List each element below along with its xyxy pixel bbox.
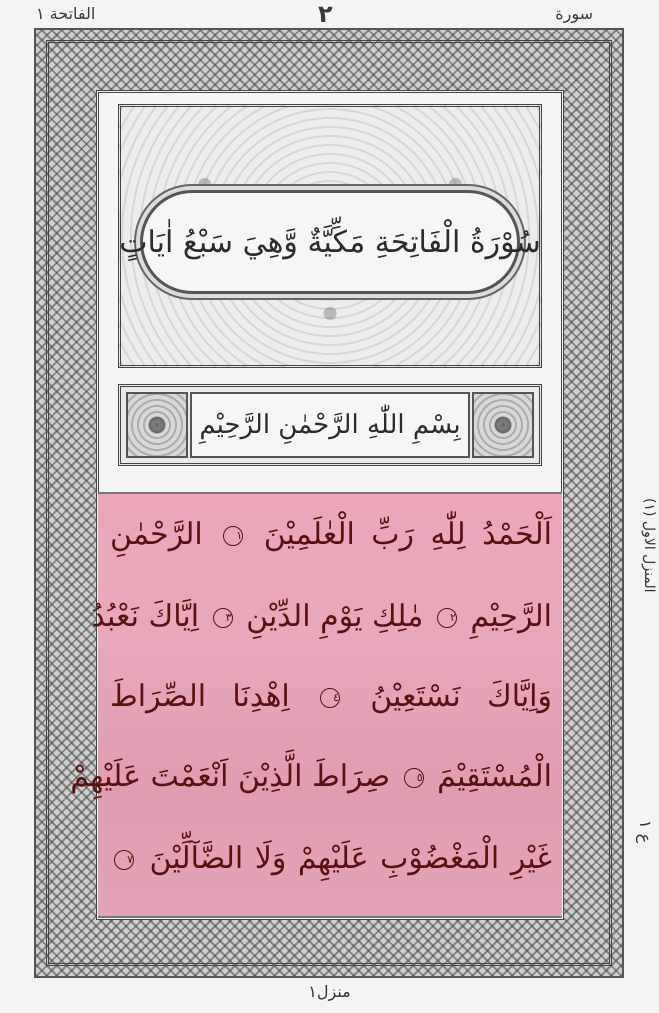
- verse-text: اِيَّاكَ نَعْبُدُ: [91, 599, 200, 634]
- surah-title-cartouche: [119, 190, 541, 294]
- floral-ornament-icon: [472, 392, 534, 458]
- surah-title: سُوْرَةُ الْفَاتِحَةِ مَكِّيَّةٌ وَّهِيَ سَبْعُ اٰيَاتٍ: [119, 224, 541, 260]
- surah-name-number: الفاتحة ١: [36, 4, 96, 23]
- verse-text: صِرَاطَ الَّذِيْنَ اَنْعَمْتَ عَلَيْهِمْ: [70, 759, 391, 794]
- ruku-marker: ع ١: [636, 820, 655, 844]
- ayah-marker: ٥: [404, 768, 424, 788]
- ayah-marker: ٤: [320, 688, 340, 708]
- verse-line-1: [110, 506, 552, 564]
- verse-text: الرَّحِيْمِ: [470, 599, 552, 634]
- surah-label: سورة: [555, 4, 593, 23]
- verse-text: الرَّحْمٰنِ: [110, 517, 203, 552]
- footer-manzil: منزل١: [308, 982, 351, 1001]
- ayah-marker: ١: [223, 526, 243, 546]
- verse-line-3: [110, 668, 552, 726]
- bismillah-box: [190, 392, 470, 458]
- page-number: ٢: [318, 0, 333, 28]
- verse-text: وَاِيَّاكَ نَسْتَعِيْنُ: [370, 679, 553, 714]
- ayah-marker: ٧: [114, 850, 134, 870]
- verse-text: مٰلِكِ يَوْمِ الدِّيْنِ: [246, 599, 424, 634]
- ayah-marker: ٣: [213, 608, 233, 628]
- verse-line-4: [70, 748, 552, 806]
- ayah-marker: ٢: [437, 608, 457, 628]
- verse-text: الْمُسْتَقِيْمَ: [437, 759, 552, 794]
- verse-text: اَلْحَمْدُ لِلّٰهِ رَبِّ الْعٰلَمِيْنَ: [263, 517, 552, 552]
- verse-line-2: [91, 588, 552, 646]
- verse-text: اِهْدِنَا الصِّرَاطَ: [110, 679, 290, 714]
- verse-line-5: [110, 830, 552, 888]
- manzil-side-note: المنزل الاول (١): [641, 498, 657, 593]
- verse-text: غَيْرِ الْمَغْضُوْبِ عَلَيْهِمْ وَلَا الضَّآلِّيْنَ: [149, 841, 552, 876]
- bismillah-text: بِسْمِ اللّٰهِ الرَّحْمٰنِ الرَّحِيْمِ: [199, 410, 461, 440]
- floral-ornament-icon: [126, 392, 188, 458]
